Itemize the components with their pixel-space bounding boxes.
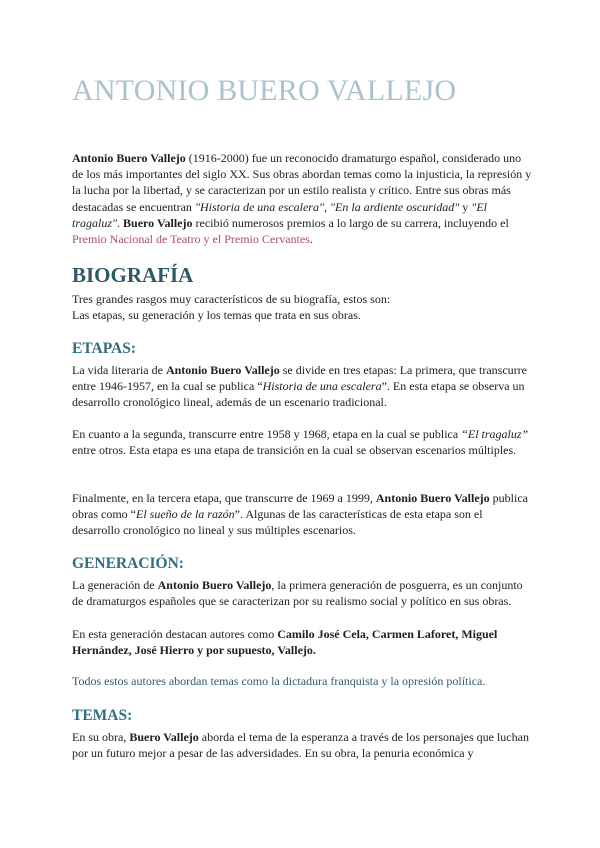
etapas-p2-work: “El tragaluz” — [461, 427, 529, 441]
etapas-p2-text-b: entre otros. Esta etapa es una etapa de transición en la cual se observan escenarios múltiples. — [72, 443, 517, 458]
intro-author-name: Antonio Buero Vallejo — [72, 151, 186, 165]
heading-generacion: GENERACIÓN: — [72, 555, 184, 572]
intro-end: . — [309, 232, 313, 247]
heading-temas: TEMAS: — [72, 707, 133, 724]
intro-works: "Historia de una escalera", "En la ardiente oscuridad" — [194, 199, 460, 214]
etapas-p3-text-c: ”. Algunas de las características de esta etapa son el desarrollo cronológico no lineal y sus múltiples escenarios. — [72, 507, 483, 538]
intro-text-2: recibió numerosos premios a lo largo de su carrera, incluyendo el — [192, 215, 509, 230]
heading-biografia: BIOGRAFÍA — [72, 263, 194, 287]
etapas-p3-text-a: Finalmente, en la tercera etapa, que transcurre de 1969 a 1999, — [72, 491, 376, 505]
etapas-p1-work: Historia de una escalera — [262, 379, 382, 394]
intro-dot: . — [117, 215, 124, 230]
generacion-p1-text-a: La generación de — [72, 578, 158, 592]
generacion-p1-author: Antonio Buero Vallejo — [157, 578, 272, 592]
generacion-paragraph-3 — [72, 673, 532, 689]
temas-p1-author: Buero Vallejo — [129, 730, 199, 744]
etapas-p3-text-b: publica obras como “ — [72, 491, 528, 522]
generacion-paragraph-1 — [72, 577, 532, 609]
etapas-p1-text-c: ”. En esta etapa se observa un desarrollo cronológico lineal, además de un escenario tradicional. — [72, 379, 525, 410]
generacion-p2-text-a: En esta generación destacan autores como — [72, 627, 278, 641]
temas-p1-text-a: En su obra, — [72, 730, 130, 744]
etapas-paragraph-2 — [72, 426, 532, 458]
biografia-line-2: Las etapas, su generación y los temas que trata en sus obras. — [72, 308, 361, 323]
etapas-p1-author: Antonio Buero Vallejo — [165, 363, 280, 377]
etapas-p2-text-a: En cuanto a la segunda, transcurre entre 1958 y 1968, etapa en la cual se publica — [72, 427, 462, 441]
etapas-paragraph-3 — [72, 490, 532, 539]
etapas-p1-text-b: se divide en tres etapas: La primera, que transcurre entre 1946-1957, en la cual se publica “ — [72, 363, 527, 394]
generacion-paragraph-2 — [72, 626, 532, 658]
temas-paragraph-1 — [72, 729, 532, 761]
intro-text-1: (1916-2000) fue un reconocido dramaturgo español, considerado uno de los más importantes del siglo XX. Sus obras abordan temas como la injusticia, la represión y la lucha por la libertad, y se caracterizan por un estilo realista y crítico. Entre sus obras más destacadas se encuentran — [72, 151, 532, 214]
etapas-p1-text-a: La vida literaria de — [72, 363, 166, 377]
etapas-p3-author: Antonio Buero Vallejo — [375, 491, 490, 505]
intro-and: y — [459, 199, 472, 214]
intro-paragraph — [72, 150, 532, 247]
temas-p1-text-b: aborda el tema de la esperanza a través de los personajes que luchan por un futuro mejor a pesar de las adversidades. En su obra, la penuria económica y — [72, 730, 529, 761]
generacion-p1-text-b: , la primera generación de posguerra, es un conjunto de dramaturgos españoles que se caracterizan por su realismo social y político en sus obras. — [72, 578, 523, 609]
etapas-paragraph-1 — [72, 362, 532, 411]
heading-etapas: ETAPAS: — [72, 340, 137, 357]
etapas-p3-work: El sueño de la razón — [135, 507, 235, 522]
document-title: ANTONIO BUERO VALLEJO — [72, 74, 457, 107]
intro-author-short: Buero Vallejo — [123, 215, 193, 230]
biografia-line-1: Tres grandes rasgos muy característicos de su biografía, estos son: — [72, 292, 391, 306]
generacion-p3-text: Todos estos autores abordan temas como la dictadura franquista y la opresión política. — [72, 674, 486, 688]
biografia-paragraph — [72, 291, 532, 323]
intro-prizes: Premio Nacional de Teatro y el Premio Cervantes — [72, 232, 310, 247]
generacion-p2-authors: Camilo José Cela, Carmen Laforet, Miguel Hernández, José Hierro y por supuesto, Vallejo. — [72, 627, 498, 658]
intro-work-tragaluz: "El tragaluz" — [72, 199, 487, 230]
